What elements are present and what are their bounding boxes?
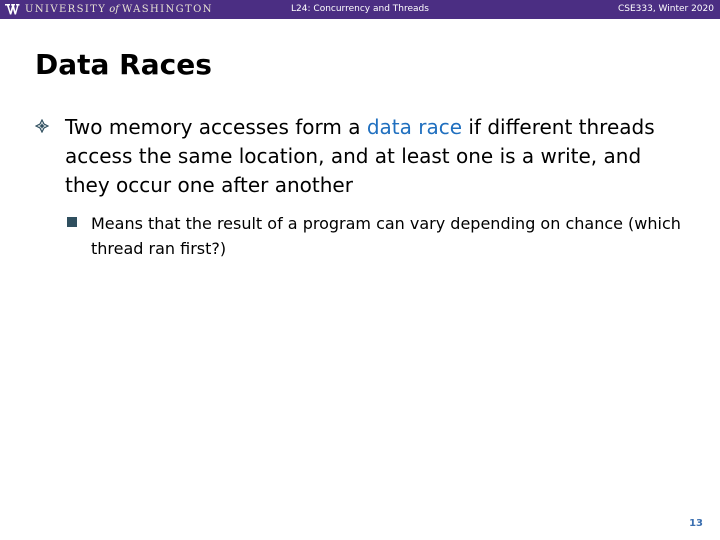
university-label: UNIVERSITY [25,4,107,15]
sub-bullet-result-varies: Means that the result of a program can vary depending on chance (which thread ran first?) [91,214,681,258]
diamond-bullet-icon [35,119,49,133]
course-label: CSE333, Winter 2020 [617,4,714,14]
university-of-label: of [109,4,119,15]
university-name-label: WASHINGTON [122,4,213,15]
data-race-term: data race [366,115,463,139]
square-bullet-icon [67,217,77,227]
bullet1-text-after: if different threads access the same location, and at least one is a write, and they occur one after another [65,115,655,197]
lecture-title: L24: Concurrency and Threads [291,4,429,14]
page-number: 13 [689,518,703,529]
slide-title: Data Races [35,48,212,81]
header-bar [0,0,720,19]
bullet-data-race-definition [65,113,685,200]
bullet1-text-before: Two memory accesses form a [65,115,367,139]
